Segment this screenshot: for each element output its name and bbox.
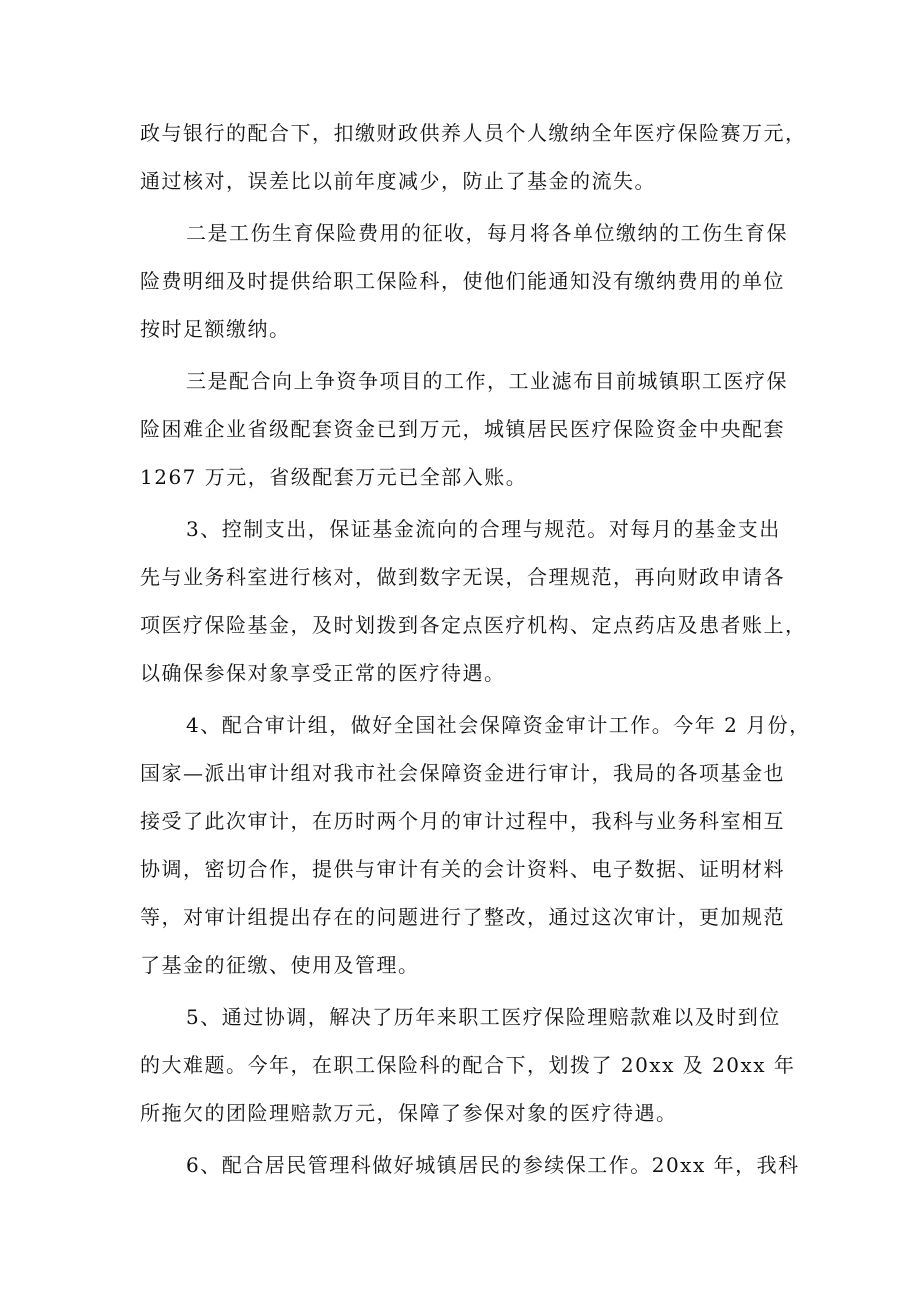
text-line: 险困难企业省级配套资金已到万元，城镇居民医疗保险资金中央配套 (140, 417, 785, 441)
paragraph-start: 5、通过协调，解决了历年来职工医疗保险理赔款难以及时到位 (186, 1005, 781, 1029)
text-line: 以确保参保对象享受正常的医疗待遇。 (140, 661, 506, 685)
text-line: 的大难题。今年，在职工保险科的配合下，划拨了 20xx 及 20xx 年 (140, 1053, 796, 1077)
text-line: 协调，密切合作，提供与审计有关的会计资料、电子数据、证明材料 (140, 857, 785, 881)
text-line: 等，对审计组提出存在的问题进行了整改，通过这次审计，更加规范 (140, 905, 785, 929)
body-text (140, 109, 811, 1189)
text-line: 接受了此次审计，在历时两个月的审计过程中，我科与业务科室相互 (140, 809, 785, 833)
text-line: 先与业务科室进行核对，做到数字无误，合理规范，再向财政申请各 (140, 565, 785, 589)
text-line: 政与银行的配合下，扣缴财政供养人员个人缴纳全年医疗保险赛万元， (140, 121, 807, 145)
text-line: 按时足额缴纳。 (140, 317, 291, 341)
paragraph-start: 4、配合审计组，做好全国社会保障资金审计工作。今年 2 月份， (186, 713, 811, 737)
text-line: 了基金的征缴、使用及管理。 (140, 953, 420, 977)
text-line: 通过核对，误差比以前年度减少，防止了基金的流失。 (140, 169, 656, 193)
paragraph-start: 三是配合向上争资争项目的工作，工业滤布目前城镇职工医疗保 (186, 369, 788, 393)
text-line: 险费明细及时提供给职工保险科，使他们能通知没有缴纳费用的单位 (140, 269, 785, 293)
text-line: 国家—派出审计组对我市社会保障资金进行审计，我局的各项基金也 (140, 761, 785, 785)
paragraph-start: 6、配合居民管理科做好城镇居民的参续保工作。20xx 年，我科 (186, 1153, 800, 1177)
paragraph-start: 3、控制支出，保证基金流向的合理与规范。对每月的基金支出 (186, 517, 781, 541)
text-line: 所拖欠的团险理赔款万元，保障了参保对象的医疗待遇。 (140, 1101, 678, 1125)
paragraph-start: 二是工伤生育保险费用的征收，每月将各单位缴纳的工伤生育保 (186, 221, 788, 245)
text-line: 1267 万元，省级配套万元已全部入账。 (140, 465, 528, 489)
text-line: 项医疗保险基金，及时划拨到各定点医疗机构、定点药店及患者账上， (140, 613, 807, 637)
